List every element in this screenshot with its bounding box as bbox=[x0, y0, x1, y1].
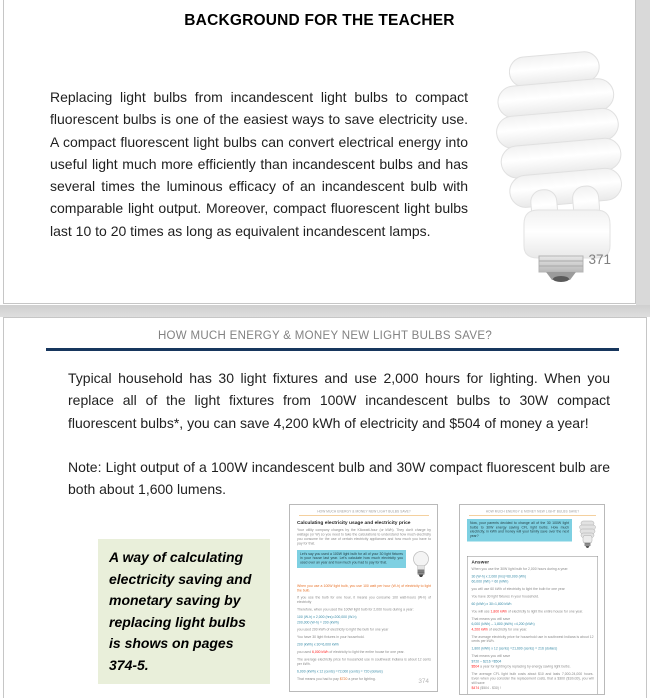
thumb-line: That means you will save bbox=[471, 654, 511, 659]
thumbnail-page-375 bbox=[459, 504, 605, 695]
thumb-formula: 6,000 (kWh) – 1,800 (kWh) =4,200 (kWh) bbox=[471, 622, 535, 627]
page-371 bbox=[3, 0, 636, 304]
thumb-header: HOW MUCH ENERGY & MONEY NEW LIGHT BULBS SAVE? bbox=[317, 510, 411, 514]
thumb-header-rule bbox=[299, 515, 429, 516]
thumb-line: You have 30 light fixtures in your household. bbox=[297, 635, 365, 640]
thumb-page-number: 374 bbox=[418, 678, 429, 685]
thumb-formula: 30 (W-h) x 2,000 (hrs)=60,000 (Wh) bbox=[471, 574, 527, 579]
thumb-line: That means you will save bbox=[471, 617, 511, 621]
callout-green-box: A way of calculating electricity saving and monetary saving by replacing light bulbs is shows on pages 374-5. bbox=[98, 539, 270, 684]
page-how-much-energy bbox=[3, 317, 647, 698]
thumb-formula: 1,800 (kWh) x 12 (cents) =21,600 (cents) = 216 (dollars) bbox=[471, 647, 558, 651]
thumbnail-page-374 bbox=[289, 504, 438, 692]
note-paragraph: Note: Light output of a 100W incandescent bulb and 30W compact fluorescent bulb are both about 1,600 lumens. bbox=[68, 459, 610, 498]
thumb-line: you used 6,000 kWh of electricity to light the entire house for one year. bbox=[297, 650, 405, 655]
answer-box bbox=[467, 556, 598, 695]
answer-label: Answer bbox=[471, 559, 490, 565]
thumb-problem-box: Now, your parents decided to change all of the 30 100W light bulbs to 30W energy saving CFL light bulbs. How much electricity, in kWh and money will your family save over the next year? bbox=[467, 519, 572, 541]
thumb-line: you will use 60 kWh of electricity to light the bulb for one year bbox=[471, 587, 565, 592]
thumb-line: When you use the 30W light bulb for 2,000 hours during a year: bbox=[471, 567, 569, 571]
background-strip bbox=[636, 0, 650, 305]
thumb-formula: 200,000 (W-h) = 200 (kWh) bbox=[297, 620, 339, 625]
cfl-spiral-bulb-image bbox=[486, 46, 638, 282]
thumb-title: Calculating electricity usage and electricity price bbox=[297, 520, 411, 526]
thumb-line: $504 a year for lighting by replacing by energy saving light bulbs. bbox=[471, 665, 571, 669]
header-rule bbox=[46, 348, 619, 351]
thumb-formula: 60,000 (Wh) = 60 (kWh) bbox=[471, 580, 509, 584]
section-header: HOW MUCH ENERGY & MONEY NEW LIGHT BULBS SAVE? bbox=[157, 330, 493, 342]
thumb-header-rule bbox=[469, 515, 596, 516]
thumb-formula: $720 – $216 =$504 bbox=[471, 659, 502, 664]
thumb-line: $474 ($504 - $30) ! bbox=[471, 686, 501, 691]
thumb-line: When you use a 100W light bulb, you use 100 watt per hour (W-h) of electricity to light the bulb. bbox=[297, 584, 431, 593]
thumb-line: 4,200 kWh of electricity for one year. bbox=[471, 627, 528, 632]
thumb-formula: 200 (kWh) x 30=6,000 kWh bbox=[297, 643, 339, 647]
thumb-intro: Your utility company charges by the Kilowatt-hour (or kWh). They don't charge by wattage (or W) so you need to take the calculations to understand how much electricity you consume for the use of certain electricity appliances and how much you have to pay for that. bbox=[297, 528, 431, 546]
thumb-line: The average electricity price for household use in southwest Indiana is about 12 cents per kWh. bbox=[297, 658, 431, 666]
page-number: 371 bbox=[588, 252, 611, 267]
savings-paragraph: Typical household has 30 light fixtures and use 2,000 hours for lighting. When you replace all of the light fixtures from 100W incandescent bulbs to 30W compact fluorescent bulbs*, you can save 4,200 kWh of electricity and $504 of money a year! bbox=[68, 370, 610, 431]
thumb-line: That means you had to pay $720 a year for lighting. bbox=[297, 677, 376, 681]
thumb-header: HOW MUCH ENERGY & MONEY NEW LIGHT BULBS SAVE? bbox=[485, 510, 580, 514]
thumb-line: you used 200 kWh of electricity to light the bulb for one year bbox=[297, 628, 389, 632]
thumb-line: The average CFL light bulb costs about $10 and lasts 7,000-24,000 hours. Even when you consider the replacement costs, that a $300 ($10x30), you will still save bbox=[471, 672, 594, 685]
thumb-line: The average electricity price for household use in southwest Indiana is about 12 cents per kWh. bbox=[471, 635, 594, 644]
intro-paragraph: Replacing light bulbs from incandescent light bulbs to compact fluorescent bulbs is one of the easiest ways to save electricity use. A compact fluorescent light bulbs can convert electrical energy into useful light much more efficiently than incandescent bulbs and has several times the luminous efficacy of an incandescent bulb with comparable light output. Moreover, compact fluorescent light bulbs last 10 to 20 times as long as equivalent incandescent lamps. bbox=[50, 89, 468, 239]
thumb-formula: 6,000 (kWh) x 12 (cents) =72,000 (cents) = 720 (dollars) bbox=[297, 669, 383, 674]
page-separator bbox=[0, 305, 650, 317]
cfl-bulb-icon bbox=[577, 519, 598, 552]
thumb-line: Therefore, when you used the 100W light bulb for 2,000 hours during a year: bbox=[297, 608, 414, 612]
page-title: BACKGROUND FOR THE TEACHER bbox=[184, 12, 455, 29]
thumb-formula: 100 (W-h) x 2,000 (hrs)=200,000 (W-h) bbox=[297, 615, 357, 620]
thumb-formula: 60 (kWh) x 30=1,800 kWh bbox=[471, 602, 512, 607]
thumb-line: If you use the bulb for one hour, it means you consume 100 watt-hours (W-h) of electricity bbox=[297, 596, 431, 605]
thumb-problem-box: Let's say you used a 100W light bulb for all of your 30 light fixtures in your house last year. Let's calculate how much electricity you used over an year and how much you had to pay for that. bbox=[297, 550, 406, 568]
incandescent-bulb-icon bbox=[411, 550, 431, 582]
thumb-line: You have 30 light fixtures in your household. bbox=[471, 595, 539, 599]
thumb-line: You will use 1,800 kWh of electricity to light the entire house for one year. bbox=[471, 609, 584, 614]
